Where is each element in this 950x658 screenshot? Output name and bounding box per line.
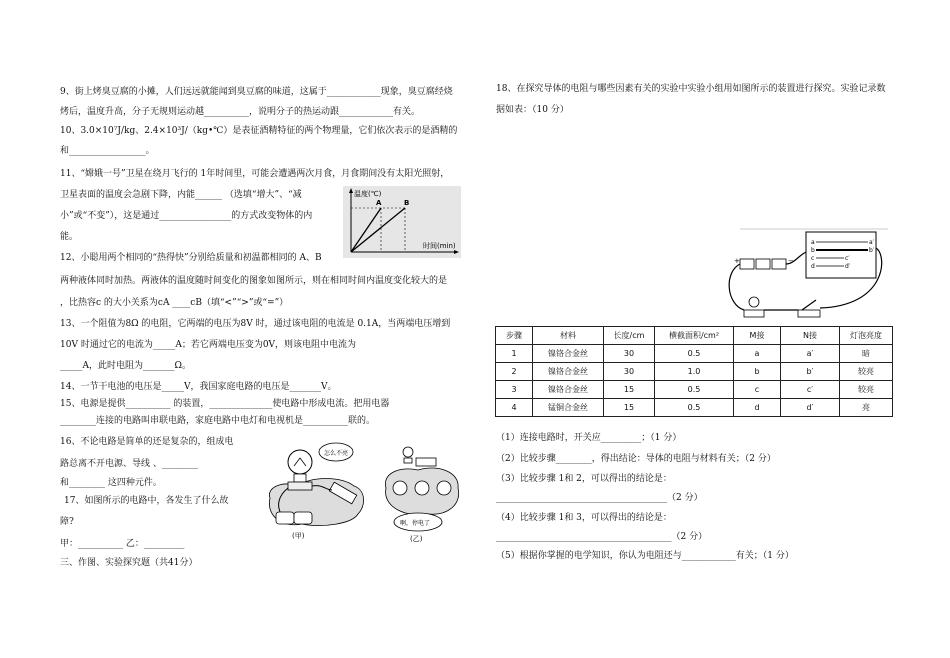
svg-text:+: +	[734, 257, 740, 265]
table-row	[496, 363, 893, 381]
table-cell: 镍铬合金丝	[533, 345, 604, 363]
table-cell: 镍铬合金丝	[533, 363, 604, 381]
table-cell: 3	[496, 381, 533, 399]
table-header: 材料	[533, 327, 604, 345]
graph-label-b: B	[404, 199, 410, 207]
question-18-line1: 18、在探究导体的电阻与哪些因素有关的实验中实验小组用如图所示的装置进行探究。实验记录数	[496, 84, 886, 94]
question-11-line2: 卫星表面的温度会急剧下降，内能______ （选填“增大”、“减	[60, 190, 302, 200]
table-cell: 15	[604, 381, 655, 399]
wire-label-c: c	[811, 255, 815, 262]
table-header: 灯泡亮度	[840, 327, 893, 345]
wire-label-b-prime: b′	[869, 247, 875, 254]
table-row	[496, 345, 893, 363]
wire-label-d-prime: d′	[845, 263, 851, 270]
table-cell: 镍铬合金丝	[533, 381, 604, 399]
table-cell: 1	[496, 345, 533, 363]
wire-label-c-prime: c′	[845, 255, 850, 262]
table-header-row	[496, 327, 893, 345]
table-cell: b	[734, 363, 781, 381]
wire-label-d: d	[811, 263, 815, 270]
table-cell: d	[734, 399, 781, 417]
table-header: N接	[781, 327, 840, 345]
table-cell: a	[734, 345, 781, 363]
question-18-part4-blank: _______________________________________（2 分）	[496, 532, 708, 542]
table-cell: 0.5	[655, 399, 734, 417]
question-18-part1: （1）连接电路时，开关应_________；（1 分）	[496, 433, 682, 443]
question-11-line4: 能。	[60, 232, 79, 242]
table-cell: 0.5	[655, 345, 734, 363]
experiment-table	[495, 326, 893, 417]
table-header: 步骤	[496, 327, 533, 345]
question-18-part3-blank: ______________________________________（2 分）	[496, 493, 703, 503]
table-cell: 暗	[840, 345, 893, 363]
question-14: 14、一节干电池的电压是_____V，我国家庭电路的电压是_______V。	[60, 382, 337, 392]
table-cell: 锰铜合金丝	[533, 399, 604, 417]
question-16-line1: 16、不论电路是简单的还是复杂的，组成电	[60, 437, 234, 447]
table-cell: c	[734, 381, 781, 399]
question-16-line3: 和________ 这四种元件。	[60, 478, 162, 488]
wire-label-b: b	[811, 247, 815, 254]
question-11-line1: 11、“嫦娥一号”卫星在绕月飞行的 1年时间里，可能会遭遇两次月食，月食期间没有太阳光照射，	[60, 169, 450, 179]
question-15-line1: 15、电源是提供__________ 的装置，______________使电路中形成电流。把用电器	[60, 399, 390, 409]
table-cell: 亮	[840, 399, 893, 417]
question-13-line1: 13、一个阻值为8Ω 的电阻，它两端的电压为8V 时，通过该电阻的电流是 0.1A，当两端电压增到	[60, 319, 451, 329]
question-18-part5: （5）根据你掌握的电学知识，你认为电阻还与____________有关；（1 分）	[496, 551, 794, 561]
graph-label-a: A	[376, 199, 382, 207]
question-18-part4: （4）比较步骤 1和 3，可以得出的结论是：	[496, 513, 672, 523]
figure-jia-bubble: 怎么不亮	[324, 450, 349, 457]
question-12-line2: 两种液体同时加热。两液体的温度随时间变化的图象如图所示，则在相同时间内温度变化较大的是	[60, 276, 448, 286]
circuit-figure-yi	[378, 444, 468, 544]
question-13-line3: _____A，此时电阻为_______Ω。	[60, 361, 191, 371]
wire-label-a: a	[811, 239, 815, 246]
question-18-part2: （2）比较步骤________，得出结论：导体的电阻与材料有关；（2 分）	[496, 454, 776, 464]
table-cell: 较亮	[840, 381, 893, 399]
question-9-line2: 烤后，温度升高，分子无规则运动越__________，说明分子的热运动跟____________有关。	[60, 107, 421, 117]
table-header: 长度/cm	[604, 327, 655, 345]
figure-yi-caption: (乙)	[410, 535, 423, 543]
table-cell: 1.0	[655, 363, 734, 381]
question-17-line1: 17、如图所示的电路中，各发生了什么故	[64, 496, 229, 506]
table-cell: 4	[496, 399, 533, 417]
question-11-line3: 小”或“不变”），这是通过________________的方式改变物体的内	[60, 211, 313, 221]
table-row	[496, 399, 893, 417]
resistance-apparatus	[720, 226, 890, 324]
section-3-heading: 三、作图、实验探究题（共41分）	[60, 558, 198, 568]
table-cell: c′	[781, 381, 840, 399]
question-13-line2: 10V 时通过它的电流为_____A；若它两端电压变为0V，则该电阻中电流为	[60, 340, 357, 350]
table-cell: 较亮	[840, 363, 893, 381]
wire-label-a-prime: a′	[869, 239, 875, 246]
question-15-line2: ________连接的电路叫串联电路，家庭电路中电灯和电视机是__________联的。	[60, 416, 376, 426]
table-cell: 2	[496, 363, 533, 381]
svg-text:−: −	[788, 257, 794, 265]
table-cell: 30	[604, 363, 655, 381]
circuit-figure-jia	[262, 436, 370, 542]
graph-ylabel: 温度(℃)	[354, 190, 382, 198]
table-cell: 15	[604, 399, 655, 417]
question-16-line2: 路总离不开电源、导线 、________	[60, 459, 198, 469]
figure-jia-caption: (甲)	[292, 532, 305, 540]
temperature-time-graph	[343, 186, 461, 258]
table-header: 横截面积/cm²	[655, 327, 734, 345]
graph-xlabel: 时间(min)	[423, 242, 456, 250]
table-cell: d′	[781, 399, 840, 417]
table-cell: a′	[781, 345, 840, 363]
question-18-part3: （3）比较步骤 1和 2，可以得出的结论是：	[496, 474, 672, 484]
question-17-line3: 甲：__________ 乙：_________	[60, 539, 185, 549]
table-row	[496, 381, 893, 399]
question-9-line1: 9、街上烤臭豆腐的小摊，人们远远就能闻到臭豆腐的味道，这属于____________现象，臭豆腐经烧	[60, 87, 453, 97]
table-cell: 0.5	[655, 381, 734, 399]
question-17-line2: 障?	[60, 517, 74, 527]
question-10-line1: 10、3.0×10⁷J/kg、2.4×10³J/（kg•℃）是表征酒精特征的两个物理量，它们依次表示的是酒精的	[60, 126, 458, 136]
question-18-line2: 据如表：（10 分）	[496, 105, 569, 115]
question-12-line3: ，比热容c 的大小关系为cA ____cB（填“<”“>”或“=”）	[60, 298, 289, 308]
figure-yi-bubble: 啊，停电了	[400, 520, 431, 527]
table-cell: 30	[604, 345, 655, 363]
question-12-line1: 12、小聪用两个相同的“热得快”分别给质量和初温都相同的 A、B	[60, 253, 322, 263]
table-header: M接	[734, 327, 781, 345]
question-10-line2: 和_________________。	[60, 146, 155, 156]
table-cell: b′	[781, 363, 840, 381]
